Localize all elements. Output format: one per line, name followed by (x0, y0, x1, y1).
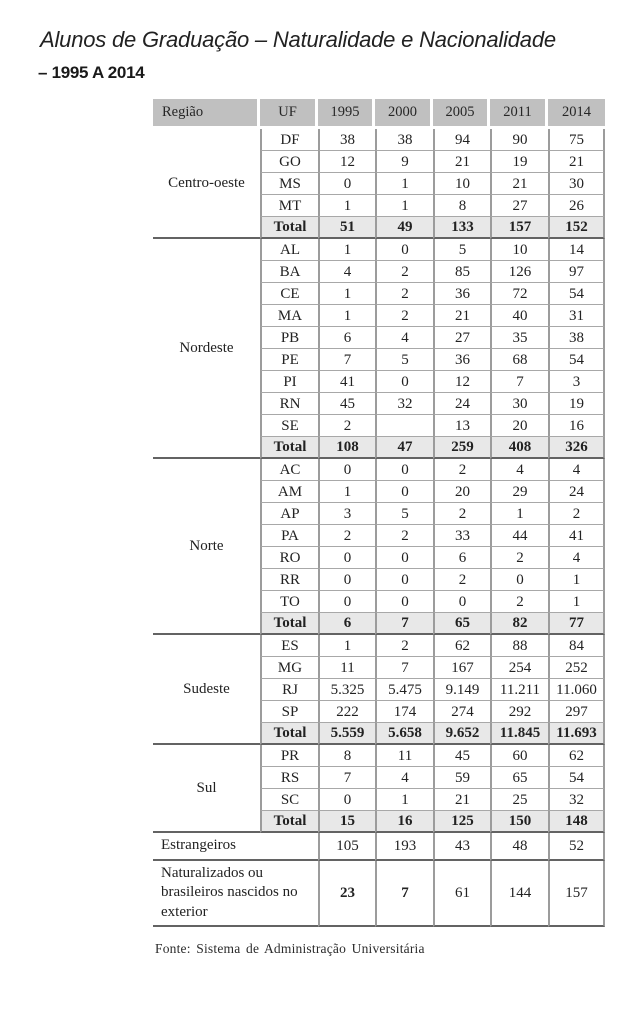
value-cell: 150 (490, 811, 548, 833)
value-cell: 88 (490, 635, 548, 657)
table-row (153, 635, 605, 657)
value-cell: 62 (433, 635, 490, 657)
value-cell: 75 (548, 129, 605, 151)
value-cell: 9 (375, 151, 433, 173)
value-cell: 5 (375, 349, 433, 371)
value-cell: 23 (318, 861, 375, 928)
value-cell: 326 (548, 437, 605, 459)
column-header: 2014 (548, 99, 605, 129)
value-cell: 10 (490, 239, 548, 261)
value-cell: 68 (490, 349, 548, 371)
uf-cell: RR (260, 569, 318, 591)
value-cell: 7 (490, 371, 548, 393)
value-cell: 20 (433, 481, 490, 503)
value-cell: 297 (548, 701, 605, 723)
value-cell: 3 (318, 503, 375, 525)
uf-cell: AL (260, 239, 318, 261)
value-cell: 5.658 (375, 723, 433, 745)
value-cell: 14 (548, 239, 605, 261)
region-label: Sudeste (153, 635, 260, 745)
value-cell: 1 (318, 635, 375, 657)
value-cell: 6 (433, 547, 490, 569)
value-cell: 48 (490, 833, 548, 861)
value-cell: 21 (433, 151, 490, 173)
uf-cell: Total (260, 723, 318, 745)
table-row (153, 129, 605, 151)
value-cell: 0 (375, 547, 433, 569)
value-cell: 0 (318, 591, 375, 613)
value-cell: 19 (548, 393, 605, 415)
value-cell: 11 (318, 657, 375, 679)
uf-cell: Total (260, 217, 318, 239)
value-cell: 11.211 (490, 679, 548, 701)
value-cell: 125 (433, 811, 490, 833)
uf-cell: DF (260, 129, 318, 151)
value-cell: 49 (375, 217, 433, 239)
value-cell: 13 (433, 415, 490, 437)
value-cell: 54 (548, 349, 605, 371)
value-cell: 25 (490, 789, 548, 811)
uf-cell: SE (260, 415, 318, 437)
value-cell: 1 (375, 195, 433, 217)
value-cell: 44 (490, 525, 548, 547)
value-cell: 11 (375, 745, 433, 767)
row-label: Estrangeiros (153, 833, 318, 861)
value-cell: 167 (433, 657, 490, 679)
value-cell: 2 (318, 525, 375, 547)
value-cell: 2 (375, 525, 433, 547)
value-cell: 20 (490, 415, 548, 437)
value-cell: 0 (318, 173, 375, 195)
value-cell: 33 (433, 525, 490, 547)
value-cell: 38 (548, 327, 605, 349)
uf-cell: GO (260, 151, 318, 173)
region-label: Centro-oeste (153, 129, 260, 239)
column-header: 2005 (433, 99, 490, 129)
value-cell: 222 (318, 701, 375, 723)
value-cell: 1 (318, 283, 375, 305)
value-cell: 105 (318, 833, 375, 861)
value-cell: 29 (490, 481, 548, 503)
column-header: Região (153, 99, 260, 129)
value-cell: 0 (375, 459, 433, 481)
value-cell: 0 (318, 569, 375, 591)
value-cell: 1 (318, 195, 375, 217)
value-cell: 90 (490, 129, 548, 151)
value-cell: 51 (318, 217, 375, 239)
value-cell: 54 (548, 283, 605, 305)
value-cell: 43 (433, 833, 490, 861)
value-cell: 2 (375, 261, 433, 283)
value-cell: 97 (548, 261, 605, 283)
value-cell: 144 (490, 861, 548, 928)
uf-cell: MS (260, 173, 318, 195)
uf-cell: PA (260, 525, 318, 547)
value-cell: 0 (490, 569, 548, 591)
region-label: Norte (153, 459, 260, 635)
value-cell: 174 (375, 701, 433, 723)
value-cell: 21 (433, 789, 490, 811)
value-cell: 193 (375, 833, 433, 861)
value-cell: 38 (375, 129, 433, 151)
value-cell: 24 (548, 481, 605, 503)
value-cell: 31 (548, 305, 605, 327)
row-label: Naturalizados ou brasileiros nascidos no exterior (153, 861, 318, 928)
value-cell: 7 (375, 657, 433, 679)
column-header: 1995 (318, 99, 375, 129)
data-table (153, 99, 605, 927)
value-cell: 259 (433, 437, 490, 459)
value-cell: 2 (548, 503, 605, 525)
value-cell: 16 (548, 415, 605, 437)
value-cell: 1 (548, 569, 605, 591)
value-cell: 47 (375, 437, 433, 459)
value-cell: 35 (490, 327, 548, 349)
value-cell: 61 (433, 861, 490, 928)
value-cell: 1 (490, 503, 548, 525)
value-cell: 11.845 (490, 723, 548, 745)
column-header: 2000 (375, 99, 433, 129)
value-cell: 60 (490, 745, 548, 767)
value-cell (375, 415, 433, 437)
value-cell: 21 (433, 305, 490, 327)
value-cell: 0 (318, 789, 375, 811)
value-cell: 0 (318, 547, 375, 569)
value-cell: 36 (433, 283, 490, 305)
page-title: Alunos de Graduação – Naturalidade e Nacionalidade (40, 27, 556, 52)
value-cell: 1 (548, 591, 605, 613)
value-cell: 59 (433, 767, 490, 789)
uf-cell: RJ (260, 679, 318, 701)
value-cell: 133 (433, 217, 490, 239)
column-header: 2011 (490, 99, 548, 129)
value-cell: 4 (318, 261, 375, 283)
value-cell: 19 (490, 151, 548, 173)
column-header: UF (260, 99, 318, 129)
value-cell: 2 (375, 635, 433, 657)
value-cell: 0 (375, 481, 433, 503)
value-cell: 32 (548, 789, 605, 811)
value-cell: 7 (318, 767, 375, 789)
value-cell: 7 (375, 613, 433, 635)
value-cell: 152 (548, 217, 605, 239)
value-cell: 45 (433, 745, 490, 767)
value-cell: 1 (318, 481, 375, 503)
uf-cell: PE (260, 349, 318, 371)
value-cell: 85 (433, 261, 490, 283)
value-cell: 24 (433, 393, 490, 415)
uf-cell: MT (260, 195, 318, 217)
value-cell: 2 (318, 415, 375, 437)
value-cell: 2 (375, 283, 433, 305)
value-cell: 2 (490, 547, 548, 569)
uf-cell: PI (260, 371, 318, 393)
uf-cell: AC (260, 459, 318, 481)
extra-row (153, 833, 605, 861)
value-cell: 126 (490, 261, 548, 283)
value-cell: 5.475 (375, 679, 433, 701)
value-cell: 4 (548, 459, 605, 481)
value-cell: 21 (548, 151, 605, 173)
value-cell: 5 (375, 503, 433, 525)
value-cell: 8 (433, 195, 490, 217)
value-cell: 62 (548, 745, 605, 767)
value-cell: 5.325 (318, 679, 375, 701)
uf-cell: SC (260, 789, 318, 811)
value-cell: 0 (318, 459, 375, 481)
extra-row (153, 861, 605, 928)
value-cell: 54 (548, 767, 605, 789)
value-cell: 45 (318, 393, 375, 415)
value-cell: 0 (375, 569, 433, 591)
value-cell: 3 (548, 371, 605, 393)
value-cell: 7 (318, 349, 375, 371)
value-cell: 8 (318, 745, 375, 767)
table-body (153, 129, 605, 927)
uf-cell: MA (260, 305, 318, 327)
value-cell: 94 (433, 129, 490, 151)
value-cell: 84 (548, 635, 605, 657)
value-cell: 12 (433, 371, 490, 393)
uf-cell: PR (260, 745, 318, 767)
value-cell: 4 (375, 327, 433, 349)
value-cell: 65 (433, 613, 490, 635)
value-cell: 36 (433, 349, 490, 371)
uf-cell: AM (260, 481, 318, 503)
document-page (0, 27, 640, 1017)
value-cell: 2 (490, 591, 548, 613)
value-cell: 1 (375, 789, 433, 811)
uf-cell: PB (260, 327, 318, 349)
uf-cell: BA (260, 261, 318, 283)
table-header (153, 99, 605, 129)
page-subtitle: – 1995 A 2014 (38, 63, 145, 82)
value-cell: 41 (318, 371, 375, 393)
value-cell: 27 (433, 327, 490, 349)
uf-cell: Total (260, 811, 318, 833)
value-cell: 4 (375, 767, 433, 789)
value-cell: 65 (490, 767, 548, 789)
value-cell: 157 (548, 861, 605, 928)
value-cell: 41 (548, 525, 605, 547)
uf-cell: CE (260, 283, 318, 305)
uf-cell: MG (260, 657, 318, 679)
value-cell: 1 (318, 239, 375, 261)
value-cell: 0 (375, 239, 433, 261)
value-cell: 2 (433, 569, 490, 591)
uf-cell: RN (260, 393, 318, 415)
uf-cell: Total (260, 613, 318, 635)
value-cell: 0 (375, 591, 433, 613)
value-cell: 4 (548, 547, 605, 569)
value-cell: 38 (318, 129, 375, 151)
uf-cell: RO (260, 547, 318, 569)
value-cell: 16 (375, 811, 433, 833)
value-cell: 11.693 (548, 723, 605, 745)
value-cell: 40 (490, 305, 548, 327)
table-row (153, 239, 605, 261)
uf-cell: RS (260, 767, 318, 789)
header-row (153, 99, 605, 129)
value-cell: 252 (548, 657, 605, 679)
value-cell: 7 (375, 861, 433, 928)
uf-cell: Total (260, 437, 318, 459)
value-cell: 82 (490, 613, 548, 635)
value-cell: 77 (548, 613, 605, 635)
value-cell: 15 (318, 811, 375, 833)
value-cell: 30 (490, 393, 548, 415)
value-cell: 2 (433, 459, 490, 481)
value-cell: 292 (490, 701, 548, 723)
uf-cell: ES (260, 635, 318, 657)
uf-cell: AP (260, 503, 318, 525)
value-cell: 0 (375, 371, 433, 393)
value-cell: 27 (490, 195, 548, 217)
value-cell: 254 (490, 657, 548, 679)
value-cell: 30 (548, 173, 605, 195)
value-cell: 10 (433, 173, 490, 195)
value-cell: 11.060 (548, 679, 605, 701)
value-cell: 2 (375, 305, 433, 327)
value-cell: 72 (490, 283, 548, 305)
value-cell: 0 (433, 591, 490, 613)
table-row (153, 459, 605, 481)
uf-cell: TO (260, 591, 318, 613)
value-cell: 5 (433, 239, 490, 261)
value-cell: 6 (318, 613, 375, 635)
value-cell: 274 (433, 701, 490, 723)
value-cell: 108 (318, 437, 375, 459)
value-cell: 21 (490, 173, 548, 195)
uf-cell: SP (260, 701, 318, 723)
value-cell: 26 (548, 195, 605, 217)
region-label: Sul (153, 745, 260, 833)
value-cell: 4 (490, 459, 548, 481)
value-cell: 52 (548, 833, 605, 861)
source-note: Fonte: Sistema de Administração Universitária (155, 941, 425, 956)
value-cell: 12 (318, 151, 375, 173)
value-cell: 1 (375, 173, 433, 195)
value-cell: 408 (490, 437, 548, 459)
value-cell: 32 (375, 393, 433, 415)
value-cell: 5.559 (318, 723, 375, 745)
value-cell: 157 (490, 217, 548, 239)
value-cell: 148 (548, 811, 605, 833)
table-row (153, 745, 605, 767)
value-cell: 9.652 (433, 723, 490, 745)
value-cell: 2 (433, 503, 490, 525)
region-label: Nordeste (153, 239, 260, 459)
value-cell: 1 (318, 305, 375, 327)
value-cell: 6 (318, 327, 375, 349)
value-cell: 9.149 (433, 679, 490, 701)
